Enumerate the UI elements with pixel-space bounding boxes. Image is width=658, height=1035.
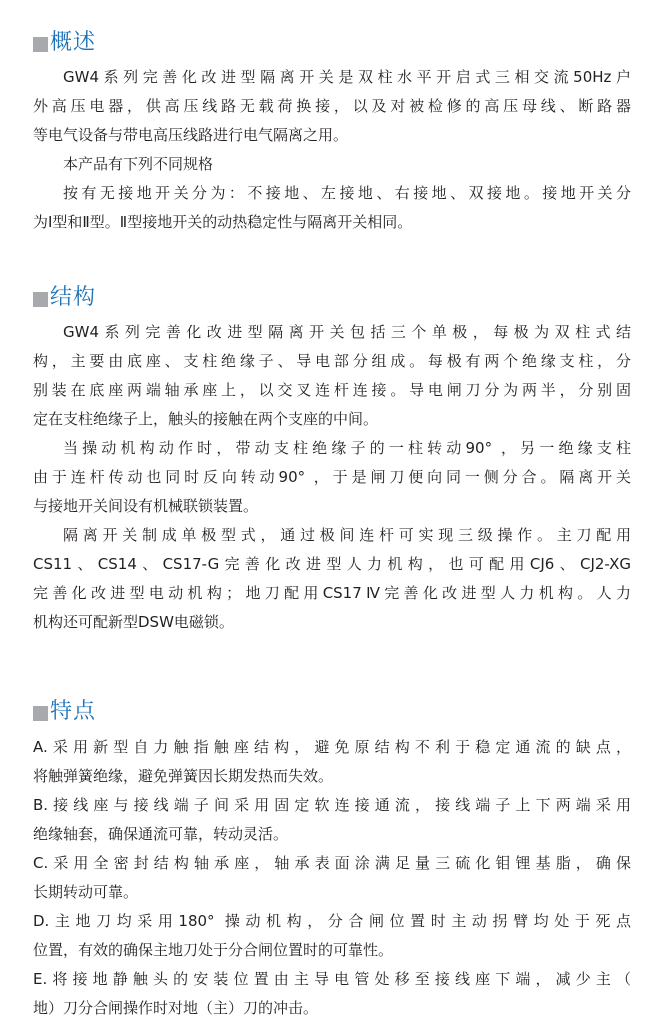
feature-line: B.接线座与接线端子间采用固定软连接通流，接线端子上下两端采用 — [33, 796, 631, 814]
feature-line: A.采用新型自力触指触座结构，避免原结构不利于稳定通流的缺点， — [33, 738, 631, 756]
paragraph-line: 当操动机构动作时，带动支柱绝缘子的一柱转动90° ，另一绝缘支柱 — [63, 439, 631, 457]
paragraph-line: CS11、CS14、CS17-G完善化改进型人力机构，也可配用CJ6、CJ2-XG — [33, 555, 631, 573]
paragraph-line: 别装在底座两端轴承座上，以交叉连杆连接。导电闸刀分为两半，分别固 — [33, 381, 631, 399]
feature-line: 长期转动可靠。 — [33, 883, 139, 901]
paragraph-line: 由于连杆传动也同时反向转动90° ，于是闸刀便向同一侧分合。隔离开关 — [33, 468, 631, 486]
feature-line: 地）刀分合闸操作时对地（主）刀的冲击。 — [33, 999, 319, 1017]
heading-title: 特点 — [50, 699, 97, 724]
paragraph-line: 本产品有下列不同规格 — [63, 155, 214, 173]
paragraph-line: 按有无接地开关分为：不接地、左接地、右接地、双接地。接地开关分 — [63, 184, 631, 202]
feature-line: 绝缘轴套，确保通流可靠，转动灵活。 — [33, 825, 289, 843]
section-heading-overview — [33, 29, 96, 57]
paragraph-line: 隔离开关制成单极型式，通过极间连杆可实现三级操作。主刀配用 — [63, 526, 631, 544]
section-heading-features — [33, 698, 96, 726]
paragraph-line: 完善化改进型电动机构；地刀配用CS17Ⅳ完善化改进型人力机构。人力 — [33, 584, 631, 602]
feature-line: C.采用全密封结构轴承座，轴承表面涂满足量三硫化钼锂基脂，确保 — [33, 854, 631, 872]
heading-square-icon — [33, 292, 48, 307]
feature-line: 将触弹簧绝缘，避免弹簧因长期发热而失效。 — [33, 767, 334, 785]
paragraph-line: 等电气设备与带电高压线路进行电气隔离之用。 — [33, 126, 349, 144]
paragraph-line: 外高压电器，供高压线路无载荷换接，以及对被检修的高压母线、断路器 — [33, 97, 631, 115]
feature-line: D.主地刀均采用180° 操动机构，分合闸位置时主动拐臂均处于死点 — [33, 912, 631, 930]
feature-line: 位置，有效的确保主地刀处于分合闸位置时的可靠性。 — [33, 941, 394, 959]
heading-title: 概述 — [50, 30, 97, 55]
heading-square-icon — [33, 37, 48, 52]
section-heading-structure — [33, 284, 96, 312]
paragraph-line: GW4系列完善化改进型隔离开关是双柱水平开启式三相交流50Hz户 — [63, 68, 631, 86]
paragraph-line: 定在支柱绝缘子上，触头的接触在两个支座的中间。 — [33, 410, 379, 428]
heading-title: 结构 — [50, 285, 97, 310]
heading-square-icon — [33, 706, 48, 721]
paragraph-line: 与接地开关间设有机械联锁装置。 — [33, 497, 259, 515]
paragraph-line: GW4系列完善化改进型隔离开关包括三个单极，每极为双柱式结 — [63, 323, 631, 341]
paragraph-line: 构，主要由底座、支柱绝缘子、导电部分组成。每极有两个绝缘支柱，分 — [33, 352, 631, 370]
paragraph-line: 机构还可配新型DSW电磁锁。 — [33, 613, 234, 631]
feature-line: E.将接地静触头的安装位置由主导电管处移至接线座下端，减少主（ — [33, 970, 631, 988]
paragraph-line: 为Ⅰ型和Ⅱ型。Ⅱ型接地开关的动热稳定性与隔离开关相同。 — [33, 213, 413, 231]
